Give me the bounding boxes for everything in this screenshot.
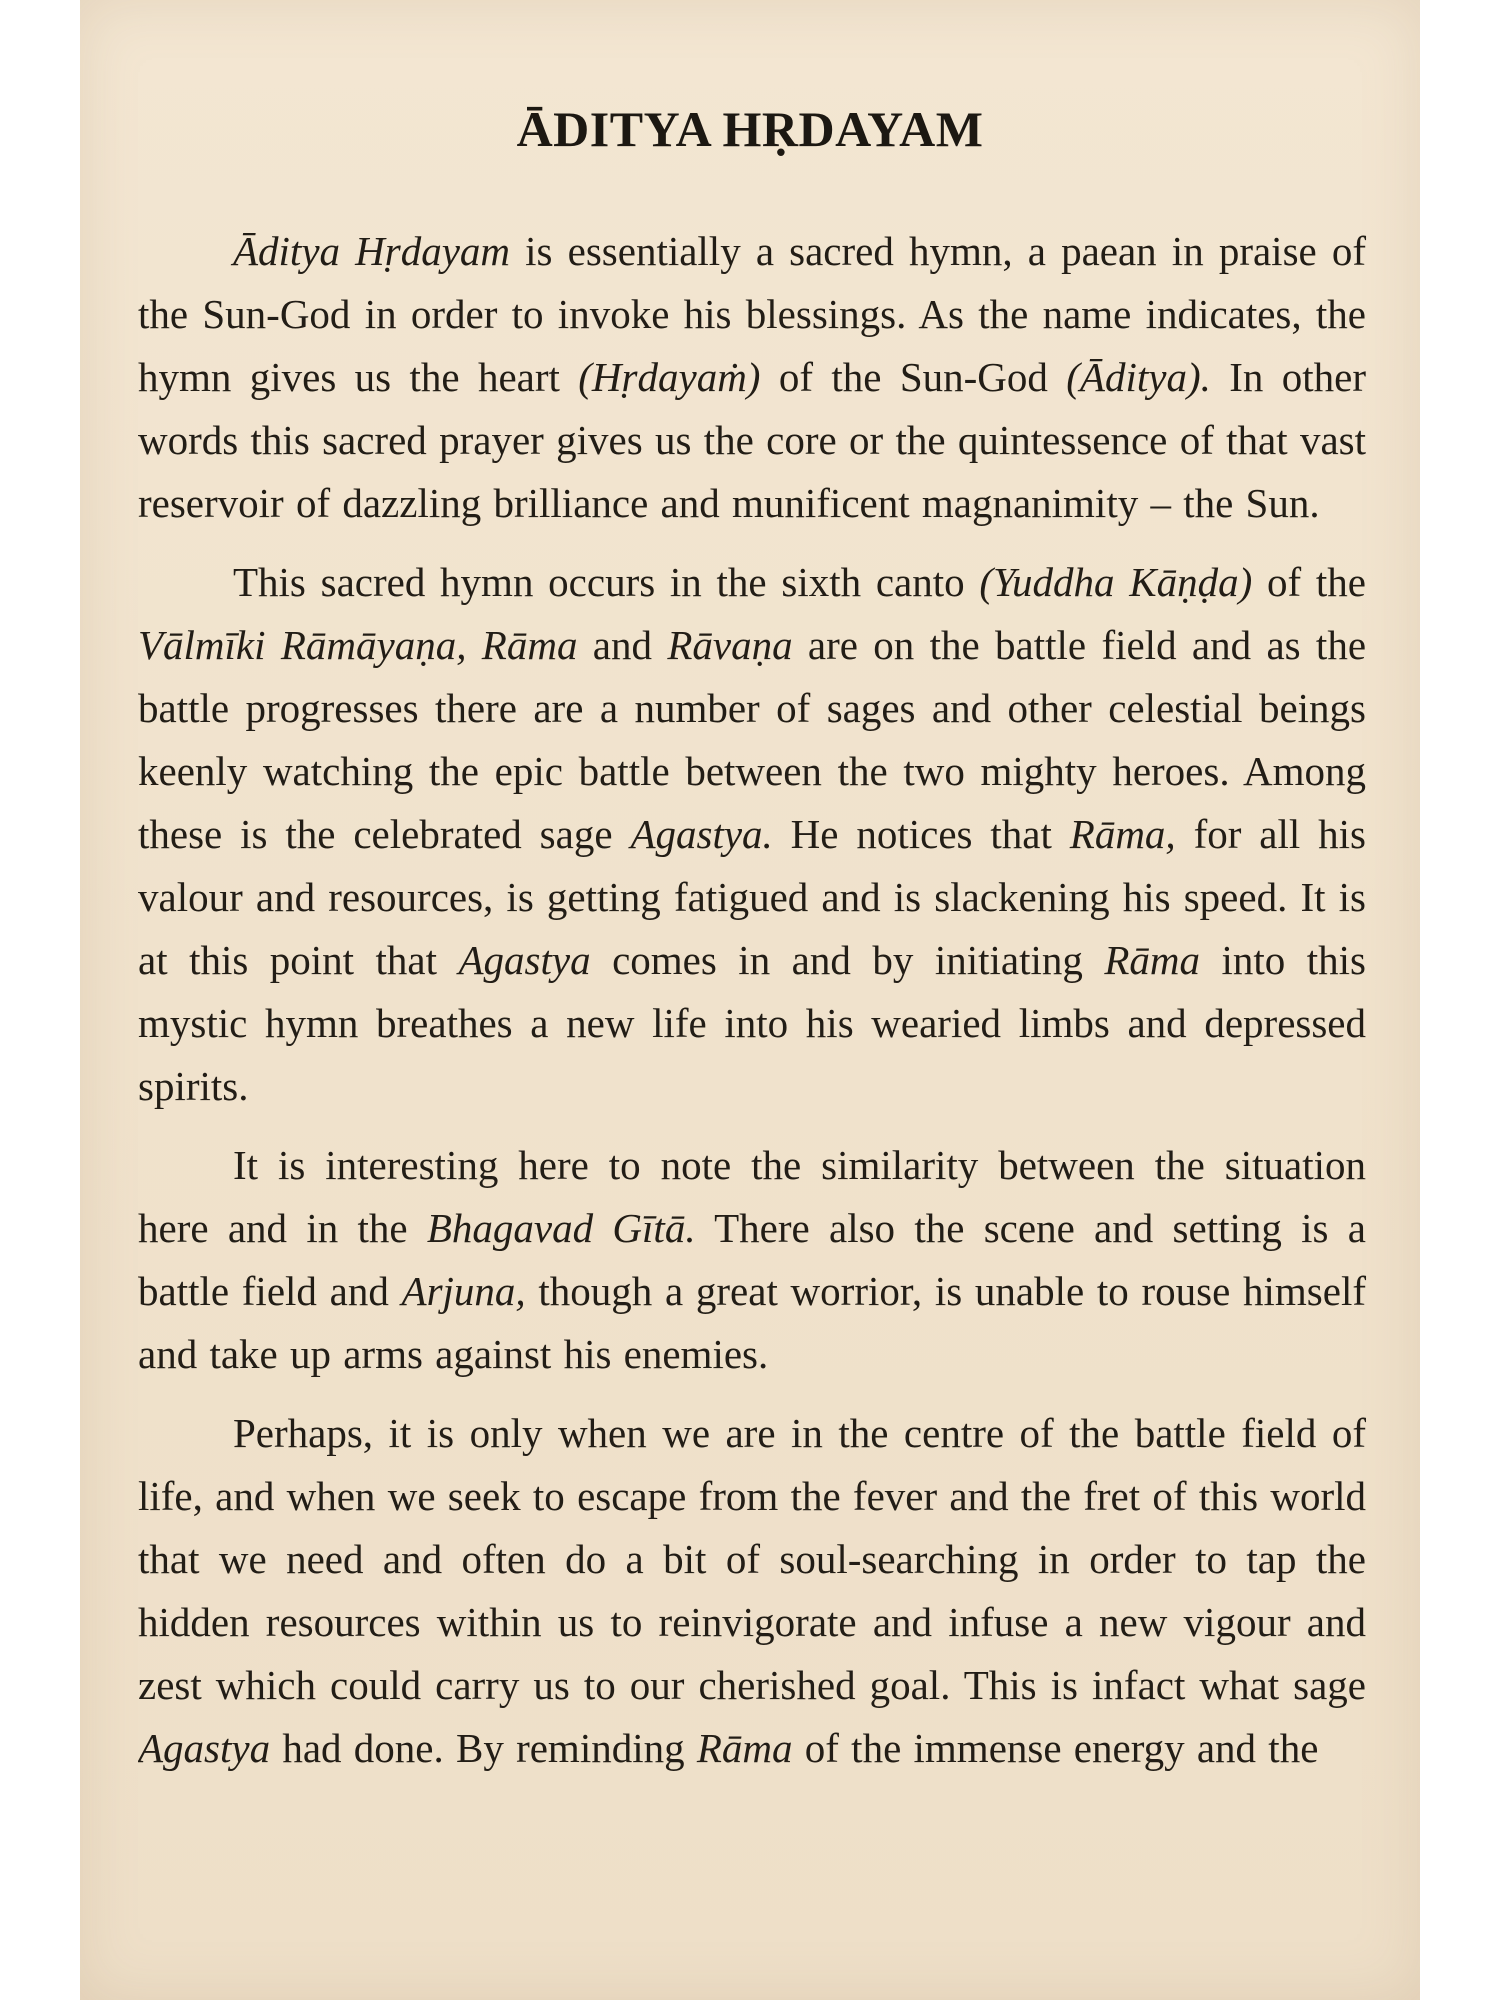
paragraph	[138, 220, 1366, 535]
italic-text: Āditya Hṛdayam	[233, 228, 511, 274]
italic-text: (Yuddha Kāṇḍa)	[979, 559, 1253, 605]
text-run: Perhaps, it is only when we are in the centre of the battle field of life, and when we seek to escape from the fever and the fret of this world that we need and often do a bit of soul-searching in order to tap the hidden resources within us to reinvigorate and infuse a new vigour and zest which could carry us to our cherished goal. This is infact what sage	[138, 1410, 1366, 1708]
text-run: for all his valour and resources, is getting fatigued and is slackening his speed. It is at this point that	[138, 811, 1367, 983]
text-run: There also the scene and setting is a battle field and	[138, 1205, 1366, 1314]
page-title: ĀDITYA HṚDAYAM	[516, 101, 984, 157]
italic-text: Rāma,	[1069, 811, 1176, 857]
italic-text: Arjuna,	[401, 1268, 526, 1314]
paragraph	[138, 1134, 1366, 1386]
text-run: He notices that	[772, 811, 1070, 857]
italic-text: Rāvaṇa	[667, 622, 793, 668]
text-run: is essentially a sacred hymn, a paean in praise of the Sun-God in order to invoke his blessings. As the name indicates, the hymn gives us the heart	[138, 228, 1366, 400]
italic-text: (Āditya).	[1066, 354, 1211, 400]
italic-text: Bhagavad Gītā.	[426, 1205, 696, 1251]
text-run: of the Sun-God	[760, 354, 1067, 400]
text-run: had done. By reminding	[270, 1725, 697, 1771]
body-text	[138, 220, 1366, 1780]
text-run: This sacred hymn occurs in the sixth canto	[233, 559, 980, 605]
text-run: are on the battle field and as the battle progresses there are a number of sages and other celestial beings keenly watching the epic battle between the two mighty heroes. Among these is the celebrated sage	[138, 622, 1367, 857]
book-page	[80, 0, 1420, 2000]
text-run: of the immense energy and the	[792, 1725, 1319, 1771]
text-run: of the	[1252, 559, 1367, 605]
paragraph	[138, 1402, 1366, 1780]
paragraph	[138, 551, 1366, 1118]
italic-text: (Hṛdayaṁ)	[578, 354, 761, 400]
text-run: comes in and by initiating	[590, 937, 1105, 983]
text-run: It is interesting here to note the similarity between the situation here and in the	[138, 1142, 1366, 1251]
italic-text: Agastya	[458, 937, 591, 983]
italic-text: Agastya.	[630, 811, 773, 857]
italic-text: Vālmīki Rāmāyaṇa, Rāma	[138, 622, 578, 668]
italic-text: Agastya	[138, 1725, 271, 1771]
text-run: though a great worrior, is unable to rouse himself and take up arms against his enemies.	[138, 1268, 1366, 1377]
text-run: and	[577, 622, 668, 668]
text-run: into this mystic hymn breathes a new life into his wearied limbs and depressed spirits.	[138, 937, 1366, 1109]
italic-text: Rāma	[1104, 937, 1201, 983]
text-run: In other words this sacred prayer gives us the core or the quintessence of that vast reservoir of dazzling brilliance and munificent magnanimity – the Sun.	[138, 354, 1366, 526]
italic-text: Rāma	[696, 1725, 793, 1771]
